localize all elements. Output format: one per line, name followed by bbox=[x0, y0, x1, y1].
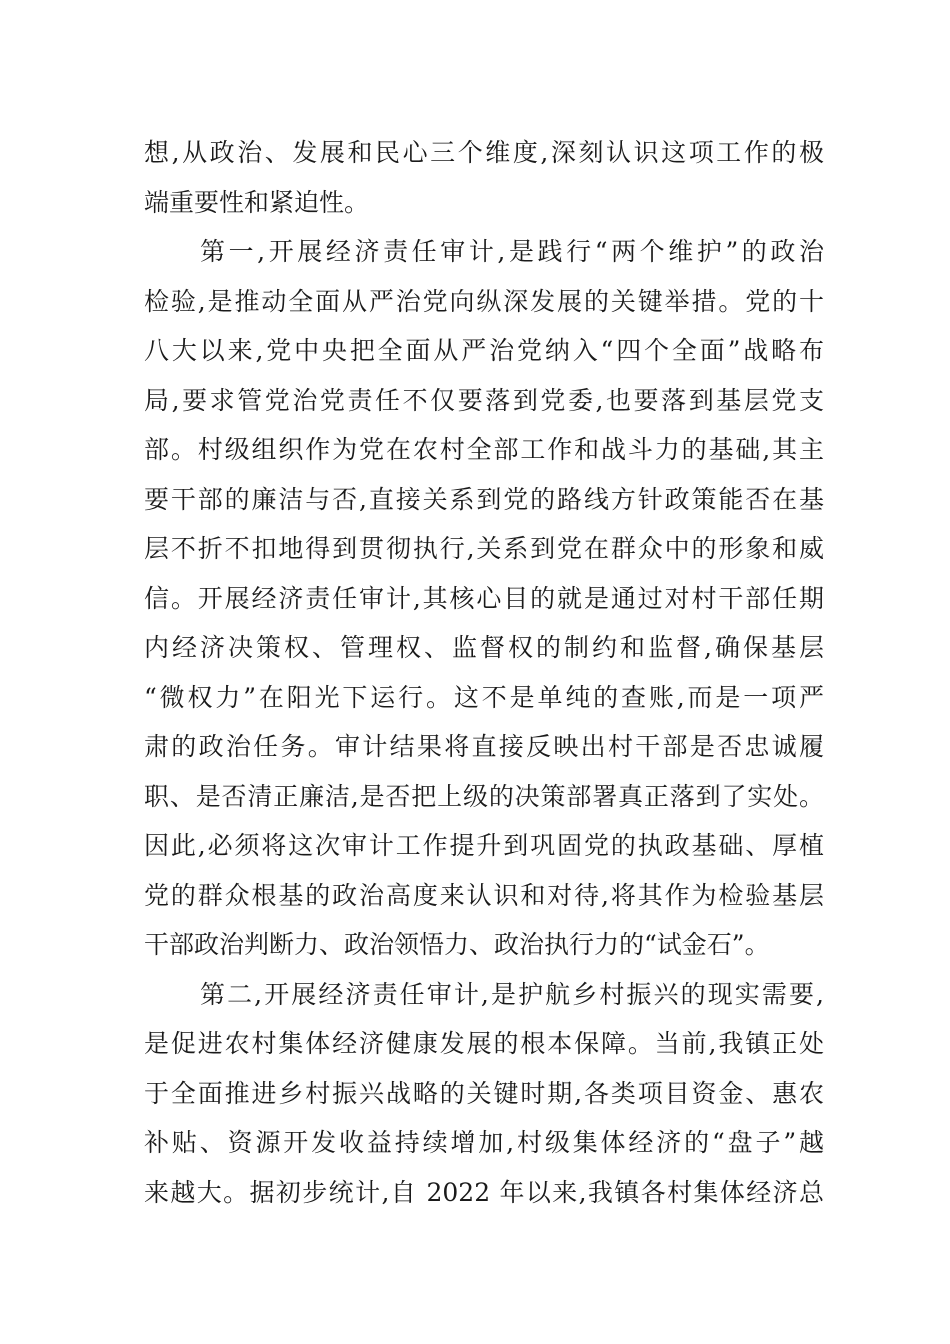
text-line: 来越大。据初步统计,自 2022 年以来,我镇各村集体经济总 bbox=[144, 1177, 824, 1207]
text-line: 局,要求管党治党责任不仅要落到党委,也要落到基层党支 bbox=[144, 385, 824, 415]
text-line: 内经济决策权、管理权、监督权的制约和监督,确保基层 bbox=[144, 633, 824, 662]
text-line: 检验,是推动全面从严治党向纵深发展的关键举措。党的十 bbox=[144, 286, 824, 316]
text-line: 是促进农村集体经济健康发展的根本保障。当前,我镇正处 bbox=[144, 1029, 824, 1058]
text-line: 补贴、资源开发收益持续增加,村级集体经济的“盘子”越 bbox=[144, 1128, 824, 1157]
text-line: 要干部的廉洁与否,直接关系到党的路线方针政策能否在基 bbox=[144, 484, 824, 514]
text-line: 层不折不扣地得到贯彻执行,关系到党在群众中的形象和威 bbox=[144, 534, 824, 563]
text-line: 信。开展经济责任审计,其核心目的就是通过对村干部任期 bbox=[144, 583, 824, 613]
text-line: 部。村级组织作为党在农村全部工作和战斗力的基础,其主 bbox=[144, 435, 824, 464]
text-line: 因此,必须将这次审计工作提升到巩固党的执政基础、厚植 bbox=[144, 831, 824, 860]
text-line: 党的群众根基的政治高度来认识和对待,将其作为检验基层 bbox=[144, 880, 824, 910]
text-line: 于全面推进乡村振兴战略的关键时期,各类项目资金、惠农 bbox=[144, 1078, 824, 1108]
text-line: 职、是否清正廉洁,是否把上级的决策部署真正落到了实处。 bbox=[144, 781, 824, 811]
text-line: “微权力”在阳光下运行。这不是单纯的查账,而是一项严 bbox=[144, 682, 824, 712]
text-line: 端重要性和紧迫性。 bbox=[144, 187, 370, 217]
text-line: 八大以来,党中央把全面从严治党纳入“四个全面”战略布 bbox=[144, 336, 824, 365]
text-line: 干部政治判断力、政治领悟力、政治执行力的“试金石”。 bbox=[144, 930, 770, 959]
text-line: 第一,开展经济责任审计,是践行“两个维护”的政治 bbox=[200, 237, 824, 266]
body-text bbox=[144, 128, 824, 1217]
text-line: 想,从政治、发展和民心三个维度,深刻认识这项工作的极 bbox=[144, 138, 824, 167]
text-line: 肃的政治任务。审计结果将直接反映出村干部是否忠诚履 bbox=[144, 732, 824, 761]
text-line: 第二,开展经济责任审计,是护航乡村振兴的现实需要, bbox=[200, 979, 824, 1009]
